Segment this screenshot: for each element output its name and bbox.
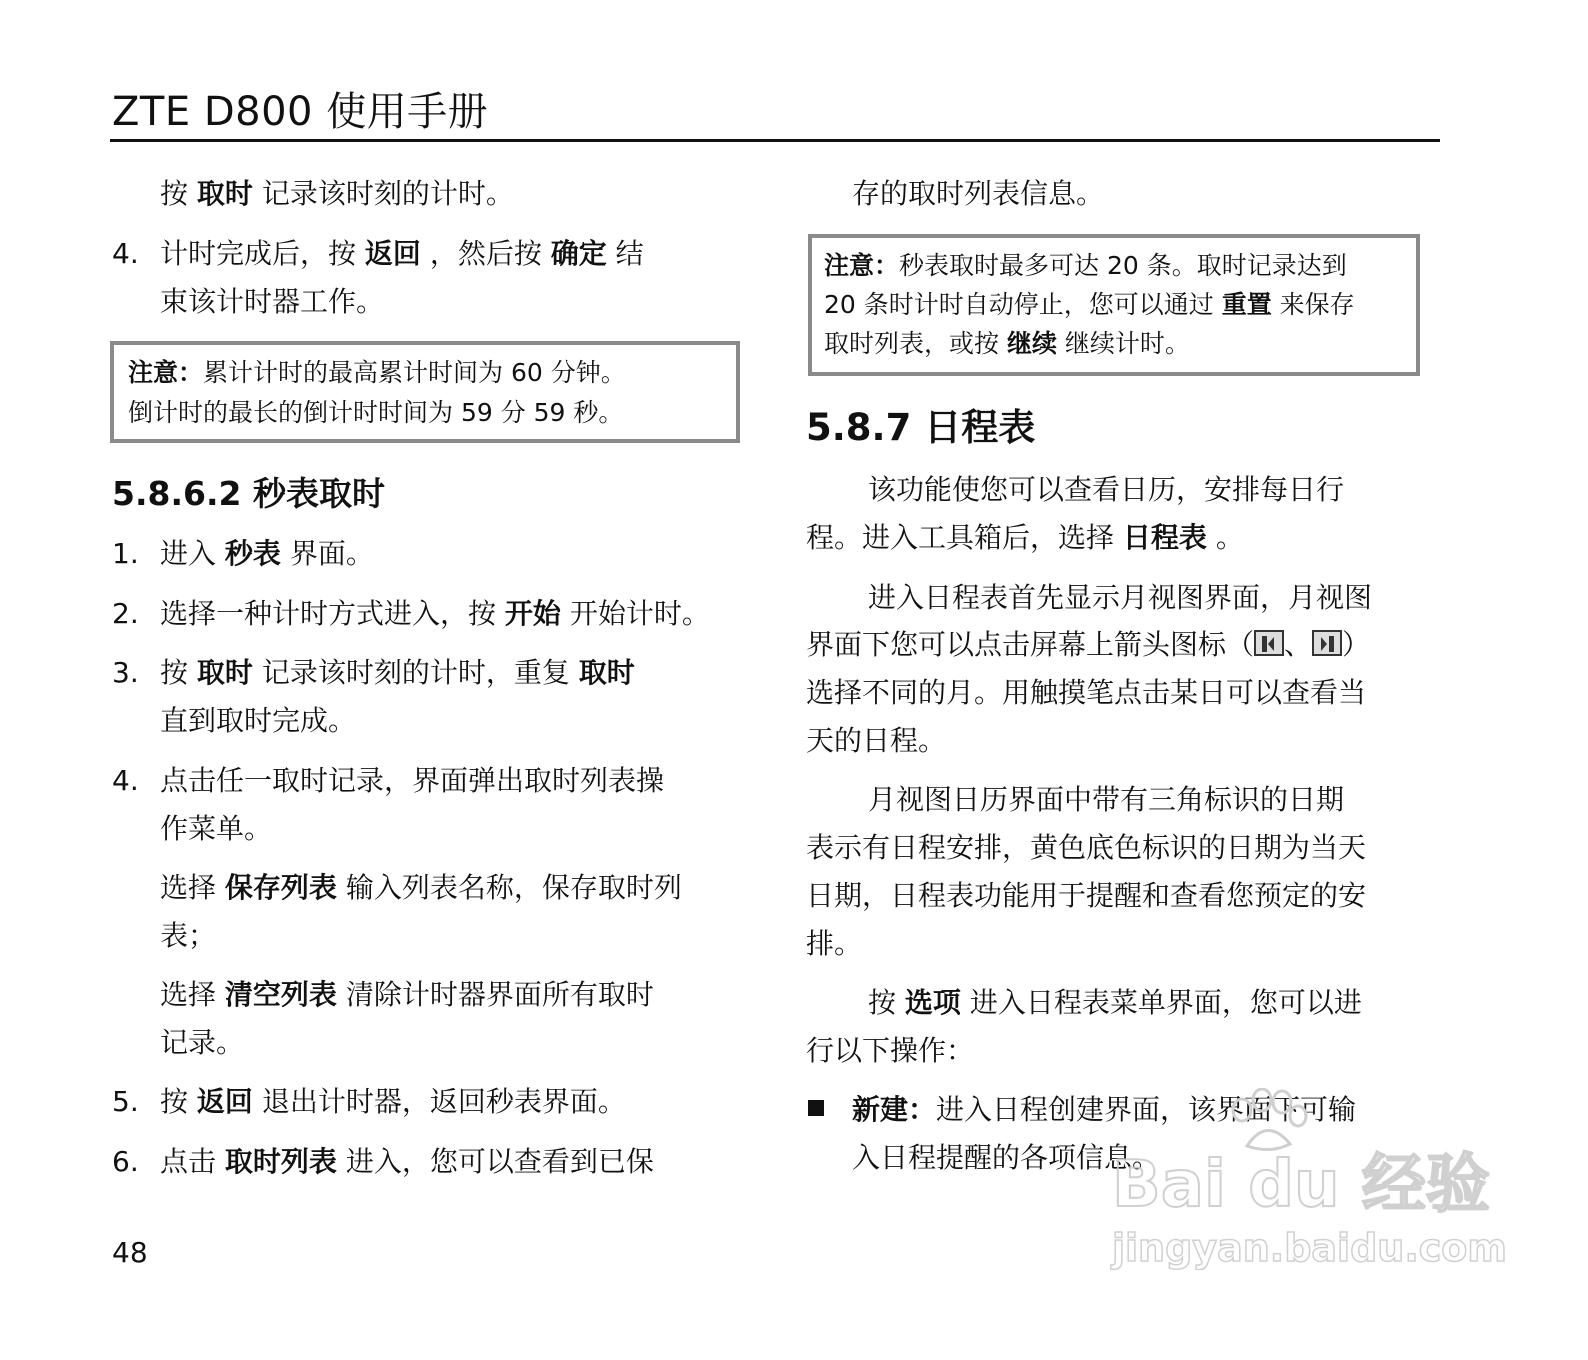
text: 计时完成后，按 xyxy=(160,237,365,270)
text: ，然后按 xyxy=(420,237,551,270)
step-4-line-1: 点击任一取时记录，界面弹出取时列表操 xyxy=(160,764,665,797)
text: 取时列表，或按 xyxy=(824,329,1007,358)
step-4-number: 4. xyxy=(112,764,139,797)
text: 开始计时。 xyxy=(560,597,710,630)
keyword: 开始 xyxy=(504,597,561,630)
text: 继续计时。 xyxy=(1056,329,1190,358)
para-2-line-4: 天的日程。 xyxy=(806,724,947,757)
text: 进入，您可以查看到已保 xyxy=(336,1145,654,1178)
arrow-left-icon xyxy=(1254,630,1284,656)
keyword: 返回 xyxy=(364,237,421,270)
text: 进入日程表菜单界面，您可以进 xyxy=(960,986,1362,1019)
step-4-line-2: 作菜单。 xyxy=(160,812,273,845)
text: 界面下您可以点击屏幕上箭头图标（ xyxy=(806,628,1255,661)
note-label: 注意： xyxy=(128,358,204,387)
section-heading-587: 5.8.7 日程表 xyxy=(806,406,1036,449)
item-4-line-2: 束该计时器工作。 xyxy=(160,285,385,318)
left-line-1 xyxy=(160,176,514,212)
step-2 xyxy=(160,596,710,632)
arrow-right-icon xyxy=(1312,630,1342,656)
page-title: ZTE D800 使用手册 xyxy=(112,89,489,135)
step-2-number: 2. xyxy=(112,597,139,630)
text: 选择 xyxy=(160,978,225,1011)
page-number: 48 xyxy=(112,1236,148,1269)
watermark-url: jingyan.baidu.com xyxy=(1112,1226,1507,1270)
text: 按 xyxy=(160,177,197,210)
text: 结 xyxy=(606,237,644,270)
text: 程。进入工具箱后，选择 xyxy=(806,521,1123,554)
note-box-right xyxy=(808,234,1420,376)
square-bullet-icon xyxy=(808,1099,824,1118)
keyword: 取时 xyxy=(196,656,253,689)
item-4-number: 4. xyxy=(112,237,139,270)
text: 秒表取时最多可达 20 条。取时记录达到 xyxy=(899,251,1347,280)
keyword: 日程表 xyxy=(1122,521,1207,554)
keyword: 取时列表 xyxy=(224,1145,337,1178)
note-label: 注意： xyxy=(824,251,900,280)
keyword: 取时 xyxy=(196,177,253,210)
para-3-line-2: 表示有日程安排，黄色底色标识的日期为当天 xyxy=(806,831,1367,864)
text: 记录该时刻的计时。 xyxy=(252,177,514,210)
text: 累计计时的最高累计时间为 60 分钟。 xyxy=(203,358,626,387)
step-3-line-2: 直到取时完成。 xyxy=(160,704,357,737)
step-5-number: 5. xyxy=(112,1085,139,1118)
text: ） xyxy=(1342,628,1371,661)
keyword: 保存列表 xyxy=(224,871,337,904)
para-3-line-4: 排。 xyxy=(806,927,863,960)
keyword: 新建： xyxy=(852,1093,937,1126)
para-1-line-1: 该功能使您可以查看日历，安排每日行 xyxy=(868,473,1345,506)
bullet-new-line-2: 入日程提醒的各项信息。 xyxy=(852,1141,1161,1174)
right-line-continued: 存的取时列表信息。 xyxy=(852,177,1105,210)
text: 记录该时刻的计时，重复 xyxy=(252,656,579,689)
step-4-save-list-line-2: 表； xyxy=(160,919,217,952)
para-2-line-1: 进入日程表首先显示月视图界面，月视图 xyxy=(868,581,1373,614)
step-6-number: 6. xyxy=(112,1145,139,1178)
note-line-1 xyxy=(824,250,1347,282)
para-4-line-2: 行以下操作： xyxy=(806,1034,975,1067)
para-2-line-2 xyxy=(806,627,1370,663)
keyword: 重置 xyxy=(1221,290,1272,319)
note-line-1 xyxy=(128,357,626,389)
para-3-line-1: 月视图日历界面中带有三角标识的日期 xyxy=(868,783,1345,816)
step-6 xyxy=(160,1144,654,1180)
text: 退出计时器，返回秒表界面。 xyxy=(252,1085,626,1118)
keyword: 清空列表 xyxy=(224,978,337,1011)
text: 进入 xyxy=(160,537,225,570)
step-3-number: 3. xyxy=(112,656,139,689)
text: 选择一种计时方式进入，按 xyxy=(160,597,505,630)
step-3-line-1 xyxy=(160,655,635,691)
text: 按 xyxy=(868,986,905,1019)
text: 按 xyxy=(160,1085,197,1118)
keyword: 继续 xyxy=(1006,329,1057,358)
item-4-line-1 xyxy=(160,236,644,272)
para-2-line-3: 选择不同的月。用触摸笔点击某日可以查看当 xyxy=(806,676,1367,709)
keyword: 确定 xyxy=(550,237,607,270)
keyword: 返回 xyxy=(196,1085,253,1118)
section-heading-5862: 5.8.6.2 秒表取时 xyxy=(112,474,385,513)
keyword: 秒表 xyxy=(224,537,281,570)
step-5 xyxy=(160,1084,626,1120)
text: 。 xyxy=(1206,521,1244,554)
title-divider xyxy=(110,139,1440,142)
text: 清除计时器界面所有取时 xyxy=(336,978,654,1011)
step-4-clear-list-line-2: 记录。 xyxy=(160,1026,245,1059)
text: 按 xyxy=(160,656,197,689)
para-4-line-1 xyxy=(868,985,1362,1021)
text: 来保存 xyxy=(1271,290,1355,319)
text: 、 xyxy=(1284,628,1313,661)
keyword: 选项 xyxy=(904,986,961,1019)
watermark-brand: Bai du 经验 xyxy=(1112,1148,1490,1222)
note-line-3 xyxy=(824,328,1190,360)
step-4-clear-list xyxy=(160,977,654,1013)
note-line-2: 倒计时的最长的倒计时时间为 59 分 59 秒。 xyxy=(128,398,624,427)
keyword: 取时 xyxy=(578,656,635,689)
text: 界面。 xyxy=(280,537,374,570)
text: 20 条时计时自动停止，您可以通过 xyxy=(824,290,1222,319)
text: 点击 xyxy=(160,1145,225,1178)
step-4-save-list xyxy=(160,870,682,906)
para-1-line-2 xyxy=(806,520,1244,556)
note-line-2 xyxy=(824,289,1355,321)
text: 输入列表名称，保存取时列 xyxy=(336,871,682,904)
step-1-number: 1. xyxy=(112,537,139,570)
text: 进入日程创建界面，该界面下可输 xyxy=(936,1093,1357,1126)
para-3-line-3: 日期，日程表功能用于提醒和查看您预定的安 xyxy=(806,879,1367,912)
step-1 xyxy=(160,536,374,572)
note-box-left xyxy=(110,341,740,443)
text: 选择 xyxy=(160,871,225,904)
